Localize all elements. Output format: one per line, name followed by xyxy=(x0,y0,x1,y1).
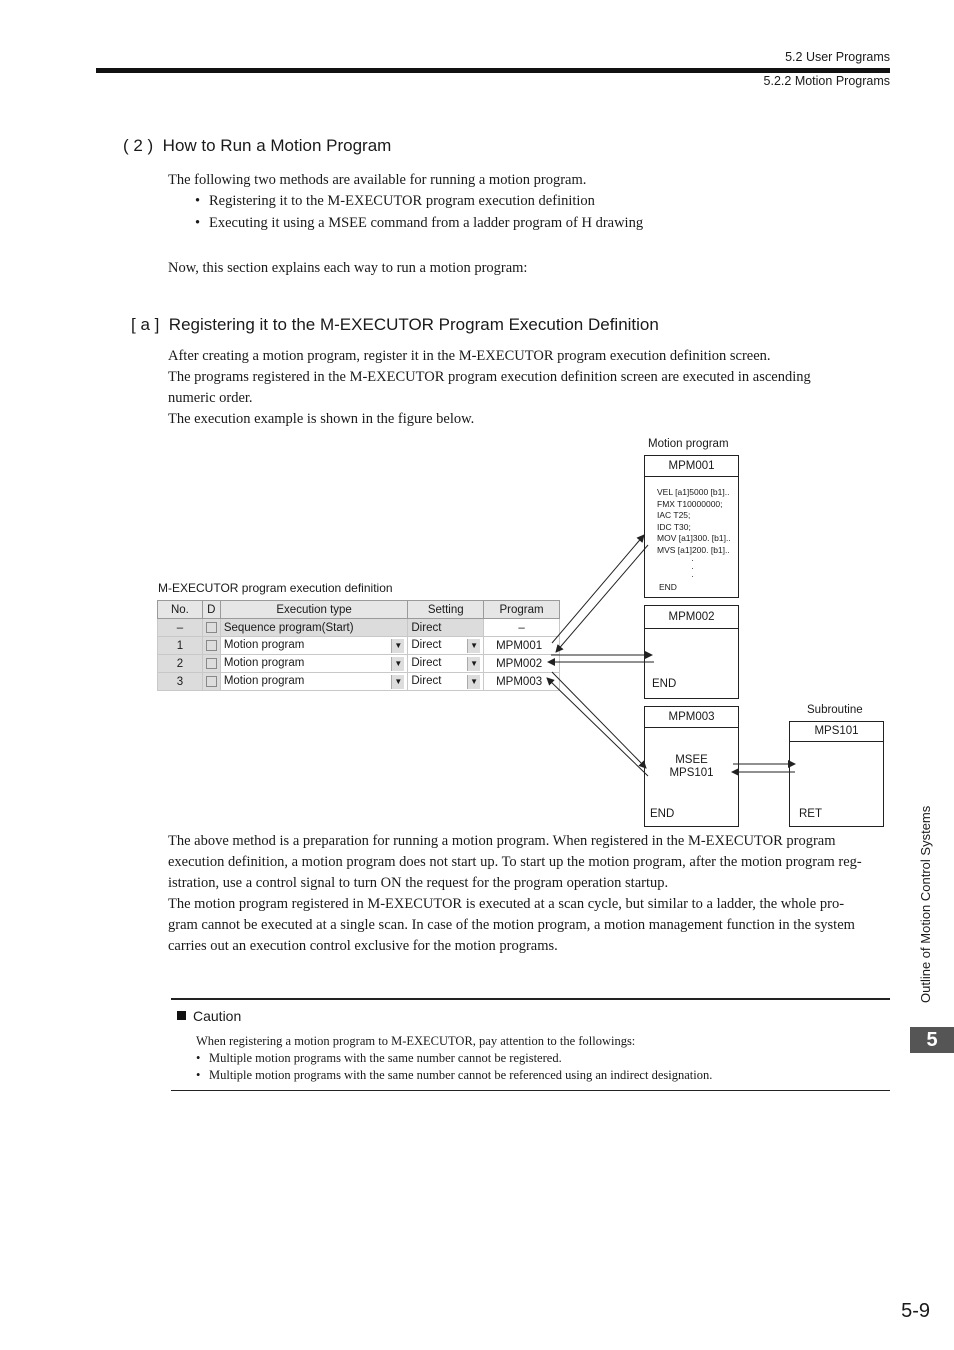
dot: · xyxy=(691,563,694,573)
dropdown-arrow-icon[interactable]: ▼ xyxy=(467,639,480,653)
row-program[interactable]: MPM002 xyxy=(484,655,560,673)
row-setting: Direct xyxy=(411,656,442,669)
dot: · xyxy=(691,571,694,581)
para-a-line: numeric order. xyxy=(168,390,253,406)
row-type: Motion program xyxy=(223,674,305,687)
row-no: 1 xyxy=(158,637,203,655)
para-b-line: carries out an execution control exclusive for the motion programs. xyxy=(168,938,558,954)
dropdown-arrow-icon[interactable]: ▼ xyxy=(391,657,404,671)
code-line: IAC T25; xyxy=(657,510,691,520)
para-a-line: The programs registered in the M-EXECUTOR program execution definition screen are executed in ascending xyxy=(168,369,811,385)
arrow-from-mpm001 xyxy=(556,545,648,652)
subroutine-label: Subroutine xyxy=(807,704,863,716)
mps101-end: RET xyxy=(799,808,822,820)
code-line: MOV [a1]300. [b1].. xyxy=(657,533,731,543)
para-a-line: After creating a motion program, register it in the M-EXECUTOR program execution definition screen. xyxy=(168,348,771,364)
row-program[interactable]: MPM003 xyxy=(484,673,560,691)
square-bullet-icon xyxy=(177,1011,186,1020)
col-header-d[interactable]: D xyxy=(202,601,220,619)
arrow-to-mpm001 xyxy=(552,535,644,643)
caution-box xyxy=(171,998,890,1091)
motion-program-label: Motion program xyxy=(648,438,729,450)
caution-item-text: Multiple motion programs with the same number cannot be registered. xyxy=(209,1051,562,1065)
para-b-line: istration, use a control signal to turn ON the request for the program operation startup. xyxy=(168,875,669,891)
method-item: • Registering it to the M-EXECUTOR program execution definition xyxy=(195,190,643,212)
chapter-side-label: Outline of Motion Control Systems xyxy=(918,805,933,1003)
dot: · xyxy=(691,555,694,565)
col-header-setting[interactable]: Setting xyxy=(408,601,484,619)
caution-title: Caution xyxy=(193,1008,242,1024)
arrow-from-mpm003 xyxy=(547,678,648,776)
method-item: • Executing it using a MSEE command from a ladder program of H drawing xyxy=(195,212,643,234)
row-setting: Direct xyxy=(411,674,442,687)
caution-item: • Multiple motion programs with the same number cannot be registered. xyxy=(196,1051,562,1065)
row-type: Motion program xyxy=(223,638,305,651)
mpm003-title: MPM003 xyxy=(645,707,738,728)
dropdown-arrow-icon[interactable]: ▼ xyxy=(391,639,404,653)
mpm001-end: END xyxy=(659,582,677,592)
mpm002-end: END xyxy=(652,678,677,690)
row-setting: Direct xyxy=(411,638,442,651)
dropdown-arrow-icon[interactable]: ▼ xyxy=(467,675,480,689)
intro-text: The following two methods are available for running a motion program. xyxy=(168,172,587,188)
code-line: VEL [a1]5000 [b1].. xyxy=(657,487,730,497)
caution-item-text: Multiple motion programs with the same number cannot be referenced using an indirect designation. xyxy=(209,1068,713,1082)
header-section: 5.2 User Programs xyxy=(785,50,890,64)
dropdown-arrow-icon[interactable]: ▼ xyxy=(391,675,404,689)
col-header-no[interactable]: No. xyxy=(158,601,203,619)
code-line: FMX T10000000; xyxy=(657,498,723,509)
col-header-program[interactable]: Program xyxy=(484,601,560,619)
caution-body xyxy=(196,1033,712,1084)
mps101-title: MPS101 xyxy=(790,722,883,742)
chapter-tab[interactable]: 5 xyxy=(910,1027,954,1053)
mpm001-title: MPM001 xyxy=(645,456,738,477)
row-setting: Direct xyxy=(408,619,484,637)
table-caption: M-EXECUTOR program execution definition xyxy=(158,581,393,595)
row-no: – xyxy=(158,619,203,637)
section-heading: ( 2 ) How to Run a Motion Program xyxy=(123,136,392,155)
caution-item: • Multiple motion programs with the same number cannot be referenced using an indirect designation. xyxy=(196,1068,713,1082)
row-type: Motion program xyxy=(223,656,305,669)
para-b-line: The above method is a preparation for running a motion program. When registered in the M-EXECUTOR program xyxy=(168,833,836,849)
arrow-to-mpm003 xyxy=(552,672,646,768)
col-header-execution-type[interactable]: Execution type xyxy=(220,601,408,619)
para-a-line: The execution example is shown in the figure below. xyxy=(168,411,475,427)
now-text: Now, this section explains each way to run a motion program: xyxy=(168,260,528,276)
row-type: Sequence program(Start) xyxy=(220,619,408,637)
subsection-heading: [ a ] Registering it to the M-EXECUTOR Program Execution Definition xyxy=(131,315,659,334)
msee-argument: MPS101 xyxy=(669,767,714,779)
mpm002-title: MPM002 xyxy=(645,606,738,629)
page-number: 5-9 xyxy=(901,1300,930,1322)
para-b xyxy=(168,831,898,957)
mpm003-end: END xyxy=(650,808,675,820)
row-program: – xyxy=(484,619,560,637)
caution-intro: When registering a motion program to M-EXECUTOR, pay attention to the followings: xyxy=(196,1034,636,1048)
caution-heading xyxy=(177,1008,241,1024)
code-line: MVS [a1]200. [b1].. xyxy=(657,544,730,555)
para-b-line: gram cannot be executed at a single scan. In case of the motion program, a motion management function in the system xyxy=(168,917,855,933)
header-subsection: 5.2.2 Motion Programs xyxy=(763,74,890,88)
para-b-line: execution definition, a motion program does not start up. To start up the motion program, after the motion program reg- xyxy=(168,854,862,870)
code-line: IDC T30; xyxy=(657,521,691,532)
dropdown-arrow-icon[interactable]: ▼ xyxy=(467,657,480,671)
row-no: 2 xyxy=(158,655,203,673)
para-b-line: The motion program registered in M-EXECUTOR is executed at a scan cycle, but similar to a ladder, the whole pro- xyxy=(168,896,845,912)
row-program[interactable]: MPM001 xyxy=(484,637,560,655)
row-no: 3 xyxy=(158,673,203,691)
msee-command: MSEE xyxy=(675,754,708,766)
